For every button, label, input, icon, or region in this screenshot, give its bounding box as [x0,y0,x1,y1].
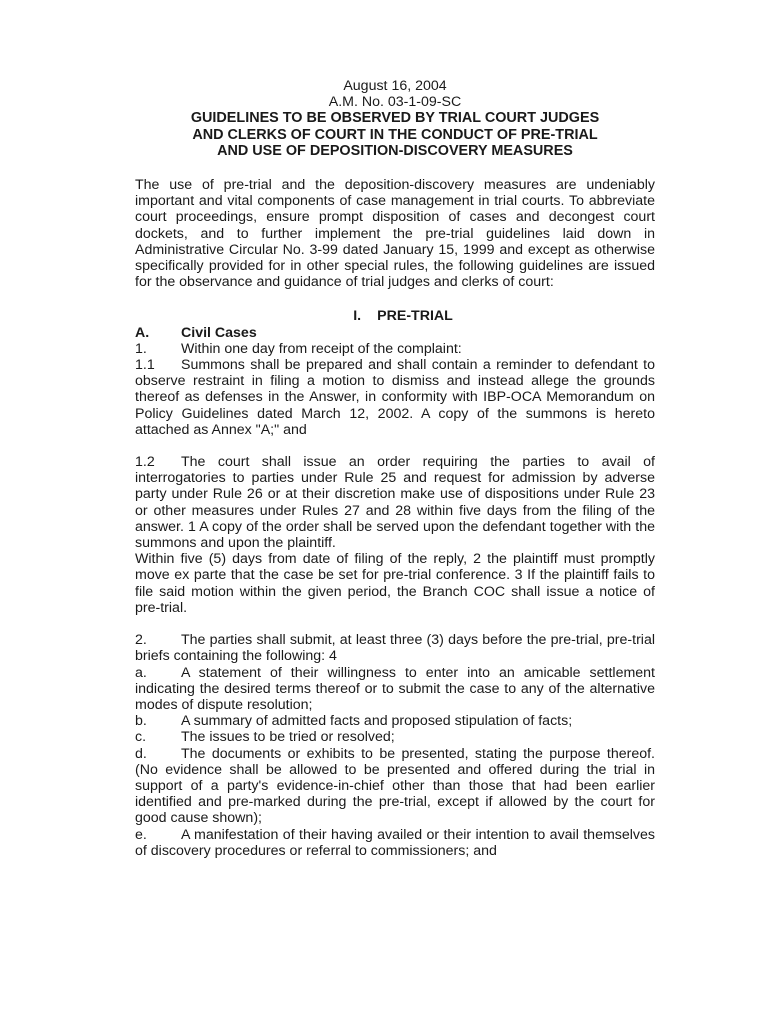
subsection-letter: A. [135,324,150,341]
item-1-1: 1.1 Summons shall be prepared and shall contain a reminder to defendant to observe restraint in filing a motion to dismiss and instead allege the grounds thereof as defenses in the Answer, in conformity with IBP-OCA Memorandum on Policy Guidelines dated March 12, 2002. A copy of the summons is hereto attached as Annex "A;" and [135,357,655,438]
subsection-heading [135,325,655,341]
intro-paragraph: The use of pre-trial and the deposition-discovery measures are undeniably important and vital components of case management in trial courts. To abbreviate court proceedings, ensure prompt disposition of cases and decongest court dockets, and to further implement the pre-trial guidelines laid down in Administrative Circular No. 3-99 dated January 15, 1999 and except as otherwise specifically provided for in other special rules, the following guidelines are issued for the observance and guidance of trial judges and clerks of court: [135,177,655,291]
document-title-line-1: GUIDELINES TO BE OBSERVED BY TRIAL COURT JUDGES [190,110,600,127]
item-2-a: a. A statement of their willingness to enter into an amicable settlement indicating the desired terms thereof or to submit the case to any of the alternative modes of dispute resolution; [135,664,655,713]
document-page [135,78,655,859]
section-title: PRE-TRIAL [377,308,453,325]
subsection-title: Civil Cases [181,324,257,341]
section-heading [135,308,655,324]
document-title-line-3: AND USE OF DEPOSITION-DISCOVERY MEASURES [217,142,573,159]
item-2-e: e. A manifestation of their having availed or their intention to avail themselves of discovery procedures or referral to commissioners; and [135,826,655,859]
item-2-b: b. A summary of admitted facts and proposed stipulation of facts; [135,713,573,730]
item-1-2: 1.2 The court shall issue an order requiring the parties to avail of interrogatories to parties under Rule 25 and request for admission by adverse party under Rule 26 or at their discretion make use of dispositions under Rule 23 or other measures under Rules 27 and 28 within five days from the filing of the answer. 1 A copy of the order shall be served upon the defendant together with the summons and upon the plaintiff. [135,454,655,552]
item-1: 1. Within one day from receipt of the complaint: [135,340,462,357]
document-am-number: A.M. No. 03-1-09-SC [328,94,462,111]
item-2-c: c. The issues to be tried or resolved; [135,729,395,746]
item-2-d: d. The documents or exhibits to be presented, stating the purpose thereof. (No evidence shall be allowed to be presented and offered during the trial in support of a party's evidence-in-chief other than those that had been earlier identified and pre-marked during the pre-trial, except if allowed by the court for good cause shown); [135,745,655,827]
section-number: I. [353,308,362,325]
document-title-line-2: AND CLERKS OF COURT IN THE CONDUCT OF PRE-TRIAL [192,126,598,143]
document-date: August 16, 2004 [343,78,447,94]
item-2: 2. The parties shall submit, at least three (3) days before the pre-trial, pre-trial briefs containing the following: 4 [135,632,655,665]
within-five-days-paragraph: Within five (5) days from date of filing of the reply, 2 the plaintiff must promptly move ex parte that the case be set for pre-trial conference. 3 If the plaintiff fails to file said motion within the given period, the Branch COC shall issue a notice of pre-trial. [135,551,655,616]
